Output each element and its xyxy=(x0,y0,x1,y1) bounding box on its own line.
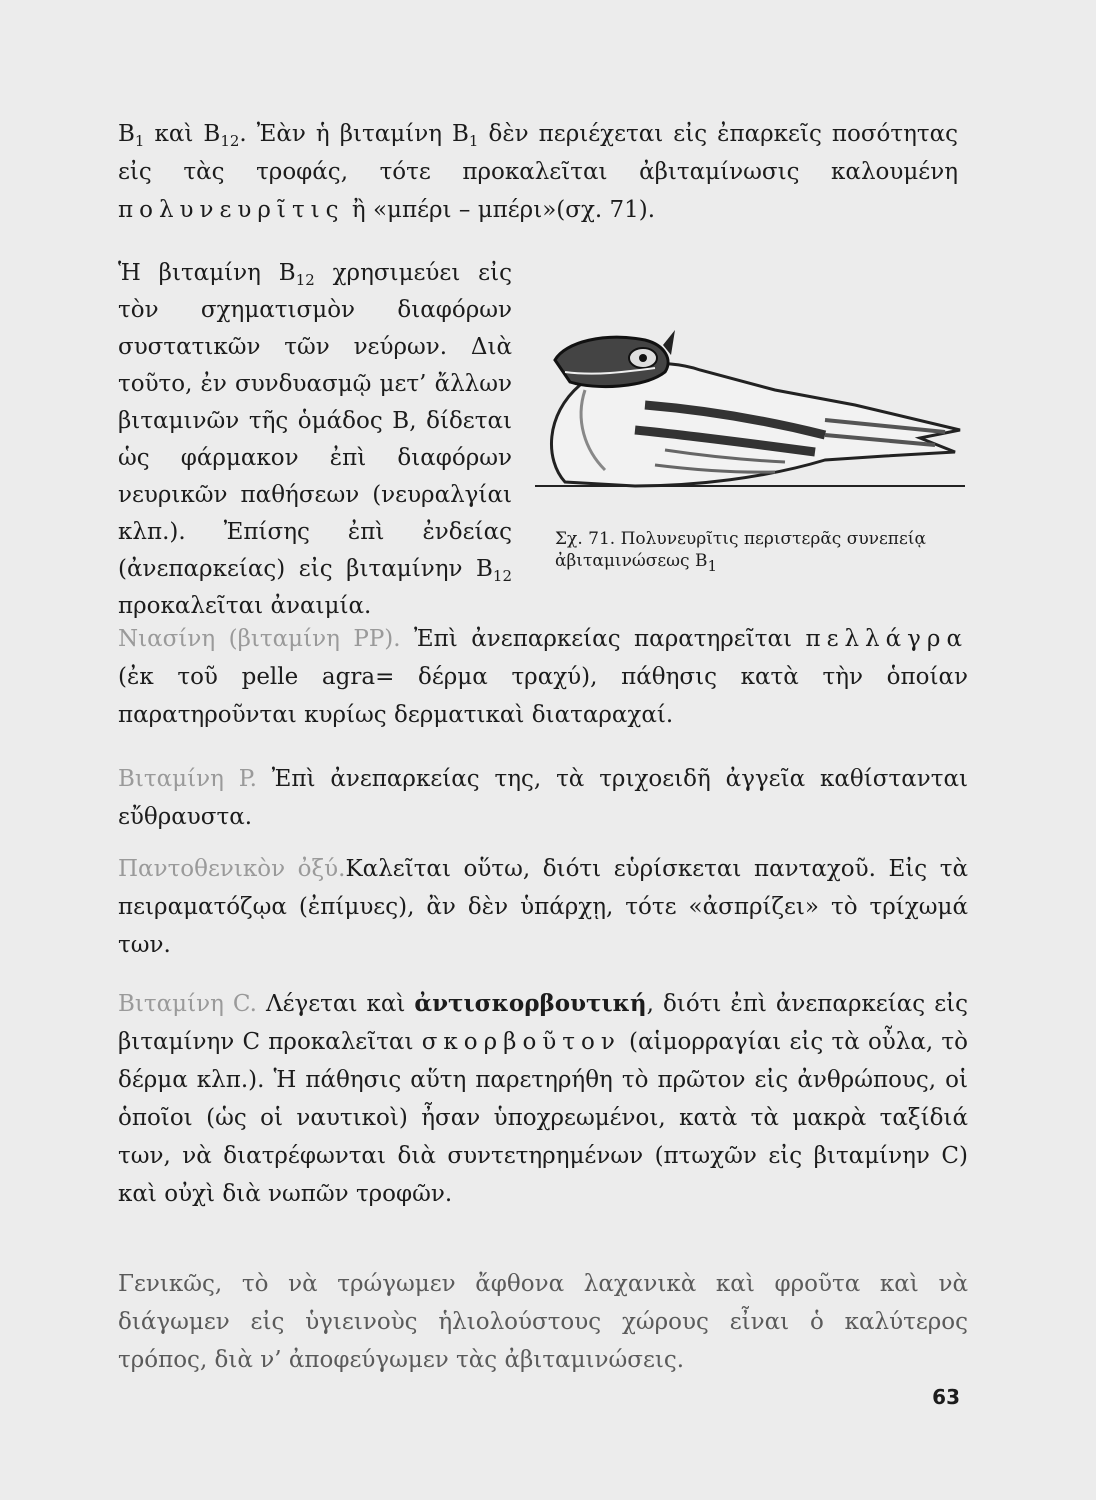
polyneuritis-term: πολυνευρῖτις xyxy=(118,197,345,223)
b12-paragraph: Ἡ βιταμίνη $B_{12}$ χρησιμεύει εἰς τὸν σχηματισμὸν διαφόρων συστατικῶν τῶν νεύρων. Διὰ τοῦτο, ἐν συνδυασμῷ μετ’ ἄλλων βιταμινῶν τῆς ὁμάδος B, δίδεται ὡς φάρμακον ἐπὶ διαφόρων νευρικῶν παθήσεων (νευραλγίαι κλπ.). Ἐπίσης ἐπὶ ἐνδείας (ἀνεπαρκείας) εἰς βιταμίνην $B_{12}$ προκαλεῖται ἀναιμία. xyxy=(118,260,512,619)
pantothenic-paragraph: Παντοθενικὸν ὀξύ.Καλεῖται οὕτω, διότι εὑρίσκεται πανταχοῦ. Εἰς τὰ πειραματόζῳα (ἐπίμυες), ἂν δὲν ὑπάρχῃ, τότε «ἀσπρίζει» τὸ τρίχωμά των. xyxy=(118,856,968,958)
scurvy-term: σκορβοῦτον xyxy=(421,1029,621,1055)
pellagra-term: πελλάγρα xyxy=(805,626,968,652)
vitamin-p-heading: Βιταμίνη P. xyxy=(118,766,257,792)
pigeon-icon xyxy=(525,310,965,530)
niacin-heading: Νιασίνη (βιταμίνη PP). xyxy=(118,626,401,652)
vitamin-c-paragraph: Βιταμίνη C. Λέγεται καὶ ἀντισκορβουτική, διότι ἐπὶ ἀνεπαρκείας εἰς βιταμίνην C προκαλεῖται σκορβοῦτον (αἱμορραγίαι εἰς τὰ οὖλα, τὸ δέρμα κλπ.). Ἡ πάθησις αὕτη παρετηρήθη τὸ πρῶτον εἰς ἀνθρώπους, οἱ ὁποῖοι (ὡς οἱ ναυτικοὶ) ἦσαν ὑποχρεωμένοι, κατὰ τὰ μακρὰ ταξίδιά των, νὰ διατρέφωνται διὰ συντετηρημένων (πτωχῶν εἰς βιταμίνην C) καὶ οὐχὶ διὰ νωπῶν τροφῶν. xyxy=(118,990,969,1207)
intro-paragraph: $B_1$ καὶ $B_{12}$. Ἐὰν ἡ βιταμίνη $B_1$ δὲν περιέχεται εἰς ἐπαρκεῖς ποσότητας εἰς τὰς τροφάς, τότε προκαλεῖται ἀβιταμίνωσις καλουμένη πολυνευρῖτις ἢ «μπέρι – μπέρι»(σχ. 71). xyxy=(118,121,959,223)
vitamin-p-paragraph: Βιταμίνη P. Ἐπὶ ἀνεπαρκείας της, τὰ τριχοειδῆ ἀγγεῖα καθίστανται εὔθραυστα. xyxy=(118,766,968,830)
page-number: 63 xyxy=(932,1385,960,1409)
figure-caption: Σχ. 71. Πολυνευρῖτις περιστερᾶς συνεπείᾳ ἀβιταμινώσεως $B_1$ xyxy=(555,529,926,575)
niacin-paragraph: Νιασίνη (βιταμίνη PP). Ἐπὶ ἀνεπαρκείας παρατηρεῖται πελλάγρα (ἐκ τοῦ pelle agra= δέρμα τραχύ), πάθησις κατὰ τὴν ὁποίαν παρατηροῦνται κυρίως δερματικαὶ διαταραχαί. xyxy=(118,626,968,728)
conclusion-paragraph: Γενικῶς, τὸ νὰ τρώγωμεν ἄφθονα λαχανικὰ καὶ φροῦτα καὶ νὰ διάγωμεν εἰς ὑγιεινοὺς ἡλιολούστους χώρους εἶναι ὁ καλύτερος τρόπος, διὰ ν’ ἀποφεύγωμεν τὰς ἀβιταμινώσεις. xyxy=(118,1271,968,1373)
antiscorbutic-term: ἀντισκορβουτική xyxy=(414,990,647,1017)
pantothenic-heading: Παντοθενικὸν ὀξύ. xyxy=(118,856,346,882)
vitamin-c-heading: Βιταμίνη C. xyxy=(118,991,257,1017)
